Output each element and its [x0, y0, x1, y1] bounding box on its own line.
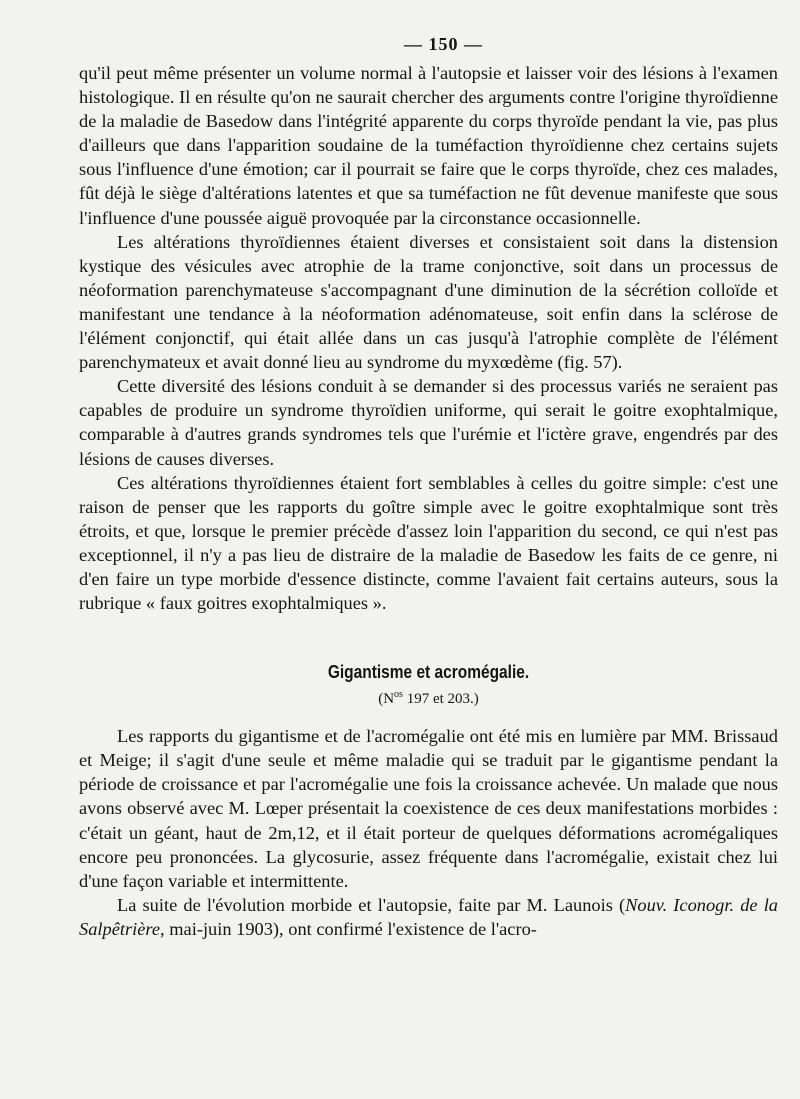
section-ref-sup: os — [394, 689, 403, 701]
paragraph-lesion-diversity: Cette diversité des lésions conduit à se demander si des processus variés ne seraient pas capables de produire un syndrome thyroïdien uniforme, qui serait le goitre exophtalmique, comparable à d'autres grands syndromes tels que l'urémie et l'ictère grave, engendrés par des lésions de causes diverses. — [79, 376, 778, 469]
paragraph-gigantism: Les rapports du gigantisme et de l'acromégalie ont été mis en lumière par MM. Brissaud et Meige; il s'agit d'une seule et même maladie qui se traduit par le gigantisme pendant la période de croissance et par l'acromégalie une fois la croissance achevée. Un malade que nous avons observé avec M. Lœper présentait la coexistence de ces deux manifestations morbides : c'était un géant, haut de 2m,12, et il était porteur de quelques déformations acromégaliques encore peu prononcées. La glycosurie, assez fréquente dans l'acromégalie, existait chez lui d'une façon variable et intermittente. — [79, 726, 778, 891]
section-heading: Gigantisme et acromégalie. — [327, 662, 530, 683]
paragraph-autopsy — [79, 893, 778, 941]
section-reference — [79, 689, 778, 708]
section-ref-prefix: (N — [378, 691, 395, 708]
paragraph-continuation: qu'il peut même présenter un volume normal à l'autopsie et laisser voir des lésions à l'examen histologique. Il en résulte qu'on ne saurait chercher des arguments contre l'origine thyroïdienne de la maladie de Basedow dans l'intégrité apparente du corps thyroïde pendant la vie, pas plus d'ailleurs que dans l'apparition soudaine de la tuméfaction thyroïdienne chez certains sujets sous l'influence d'une émotion; car il pourrait se faire que le corps thyroïde, chez ces malades, fût déjà le siège d'altérations latentes et que sa tuméfaction ne fût devenue manifeste que sous l'influence d'une poussée aiguë provoquée par la circonstance occasionnelle. — [79, 63, 778, 228]
paragraph-simple-goitre: Ces altérations thyroïdiennes étaient fort semblables à celles du goitre simple: c'est une raison de penser que les rapports du goître simple avec le goitre exophtalmique sont très étroits, et que, lorsque le premier précède d'assez loin l'apparition du second, ce qui n'est pas exceptionnel, il n'y a pas lieu de distraire de la maladie de Basedow les faits de ce genre, ni d'en faire un type morbide d'essence distincte, comme l'avaient fait certains auteurs, sous la rubrique « faux goitres exophtalmiques ». — [79, 472, 778, 614]
citation-title: Nouv. Iconogr. de la Salpêtrière — [79, 894, 779, 939]
paragraph-autopsy-start: La suite de l'évolution morbide et l'autopsie, faite par M. Launois ( — [117, 894, 626, 915]
paragraph-autopsy-end: , mai-juin 1903), ont confirmé l'existence de l'acro- — [160, 918, 537, 939]
paragraph-thyroid-alterations: Les altérations thyroïdiennes étaient diverses et consistaient soit dans la distension kystique des vésicules avec atrophie de la trame conjonctive, soit dans un processus de néoformation parenchymateuse s'accompagnant d'une diminution de la sécrétion colloïde et manifestant une tendance à la néoformation adénomateuse, soit enfin dans la sclérose de l'élément conjonctif, qui était allée dans un cas jusqu'à l'atrophie complète de l'élément parenchymateux et avait donné lieu au syndrome du myxœdème (fig. 57). — [79, 231, 778, 373]
page-number: — 150 — — [404, 34, 483, 54]
section-ref-rest: 197 et 203.) — [402, 691, 479, 708]
